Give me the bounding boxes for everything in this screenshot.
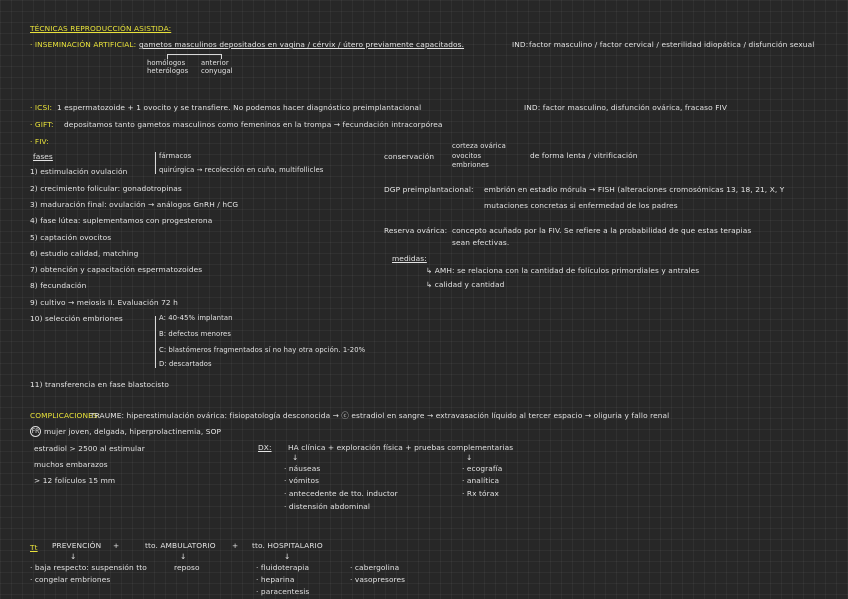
ia-ind-label: IND:: [512, 40, 529, 49]
fr-text: mujer joven, delgada, hiperprolactinemia, SOP: [44, 427, 222, 436]
gift-label: · GIFT:: [30, 120, 54, 129]
hosp-item: · cabergolina: [350, 563, 400, 572]
risk-item: muchos embarazos: [34, 460, 108, 469]
fiv-step: 10) selección embriones: [30, 314, 123, 323]
dx-test: · analítica: [462, 476, 500, 485]
dx-item: · vómitos: [284, 476, 320, 485]
conserv-item: embriones: [452, 161, 489, 169]
arrow-down: ↓: [180, 552, 187, 561]
prev-item: · baja respecto: suspensión tto: [30, 563, 147, 572]
fiv-step: 7) obtención y capacitación espermatozoides: [30, 265, 203, 274]
fiv-step: 8) fecundación: [30, 281, 87, 290]
complic-label: COMPLICACIONES:: [30, 411, 101, 420]
fiv-label: · FIV:: [30, 137, 49, 146]
fr-badge: FR: [31, 428, 40, 435]
arrow-down: ↓: [70, 552, 77, 561]
dx-test: · Rx tórax: [462, 489, 499, 498]
plus-sign: +: [113, 541, 120, 550]
tto-hospital: tto. HOSPITALARIO: [252, 541, 323, 550]
tto-ambulatory: tto. AMBULATORIO: [145, 541, 216, 550]
risk-item: estradiol > 2500 al estimular: [34, 444, 145, 453]
icsi-label: · ICSI:: [30, 103, 53, 112]
medidas-item: ↳ calidad y cantidad: [426, 280, 505, 289]
fiv-step: 5) captación ovocitos: [30, 233, 112, 242]
conserv-item: ovocitos: [452, 152, 482, 160]
grade-c: C: blastómeros fragmentados sí no hay otra opción. 1-20%: [159, 346, 366, 354]
reserva-label: Reserva ovárica:: [384, 226, 448, 235]
brace-line: [155, 152, 156, 174]
ia-label: · INSEMINACIÓN ARTIFICIAL:: [30, 40, 137, 49]
dgp-text2: mutaciones concretas si enfermedad de los padres: [484, 201, 678, 210]
medidas-item: ↳ AMH: se relaciona con la cantidad de folículos primordiales y antrales: [426, 266, 700, 275]
prev-item: · congelar embriones: [30, 575, 111, 584]
dx-test: · ecografía: [462, 464, 503, 473]
plus-sign: +: [232, 541, 239, 550]
ia-ind-text: factor masculino / factor cervical / esterilidad idiopática / disfunción sexual: [529, 40, 815, 49]
hosp-item: · heparina: [256, 575, 295, 584]
grade-a: A: 40-45% implantan: [159, 314, 233, 322]
reserva-text2: sean efectivas.: [452, 238, 510, 247]
branch-line: [167, 54, 222, 55]
fiv-step: 2) crecimiento folicular: gonadotropinas: [30, 184, 182, 193]
dx-item: · náuseas: [284, 464, 321, 473]
ia-branch-left2: heterólogos: [147, 67, 189, 75]
icsi-text: 1 espermatozoide + 1 ovocito y se transfiere. No podemos hacer diagnóstico preimplantacional: [57, 103, 422, 112]
dgp-label: DGP preimplantacional:: [384, 185, 474, 194]
icsi-ind: IND: factor masculino, disfunción ovárica, fracaso FIV: [524, 103, 727, 112]
tto-prevention: PREVENCIÓN: [52, 541, 102, 550]
dx-arrow: ↓: [292, 453, 299, 462]
grade-b: B: defectos menores: [159, 330, 231, 338]
conserv-text: de forma lenta / vitrificación: [530, 151, 638, 160]
page-title: TÉCNICAS REPRODUCCIÓN ASISTIDA:: [30, 24, 172, 33]
fiv-step: 1) estimulación ovulación: [30, 167, 128, 176]
dx-arrow: ↓: [466, 453, 473, 462]
fiv-step: 3) maduración final: ovulación → análogos GnRH / hCG: [30, 200, 239, 209]
ia-branch-right2: conyugal: [201, 67, 233, 75]
conserv-item: corteza ovárica: [452, 142, 506, 150]
dx-item: · antecedente de tto. inductor: [284, 489, 398, 498]
hosp-item: · paracentesis: [256, 587, 310, 596]
reserva-text: concepto acuñado por la FIV. Se refiere a la probabilidad de que estas terapias: [452, 226, 752, 235]
brace-a: fármacos: [159, 152, 192, 160]
amb-item: reposo: [174, 563, 200, 572]
arrow-down: ↓: [284, 552, 291, 561]
hosp-item: · vasopresores: [350, 575, 406, 584]
dx-label: DX:: [258, 443, 272, 452]
medidas-label: medidas:: [392, 254, 427, 263]
grades-brace: [155, 316, 156, 368]
fiv-step: 6) estudio calidad, matching: [30, 249, 139, 258]
dgp-text: embrión en estadio mórula → FISH (alteraciones cromosómicas 13, 18, 21, X, Y: [484, 185, 785, 194]
dx-text: HA clínica + exploración física + pruebas complementarias: [288, 443, 514, 452]
ia-text: gametos masculinos depositados en vagina / cérvix / útero previamente capacitados.: [139, 40, 465, 49]
gift-text: depositamos tanto gametos masculinos como femeninos en la trompa → fecundación intracorpórea: [64, 120, 443, 129]
conserv-label: conservación: [384, 152, 435, 161]
grade-d: D: descartados: [159, 360, 212, 368]
risk-item: > 12 folículos 15 mm: [34, 476, 116, 485]
ia-branch-right: anterior: [201, 59, 229, 67]
tto-label: Tt: [30, 543, 38, 552]
brace-b: quirúrgica → recolección en cuña, multifollicles: [159, 166, 324, 174]
ia-branch-left: homólogos: [147, 59, 186, 67]
fiv-step: 4) fase lútea: suplementamos con progesterona: [30, 216, 213, 225]
fiv-fases: fases: [33, 152, 53, 161]
hosp-item: · fluidoterapia: [256, 563, 310, 572]
complic-text: TRAUME: hiperestimulación ovárica: fisiopatología desconocida → ⓒ estradiol en sangre → extravasación líquido al tercer espacio → oliguria y fallo renal: [90, 411, 670, 420]
fiv-step-11: 11) transferencia en fase blastocisto: [30, 380, 169, 389]
fiv-step: 9) cultivo → meiosis II. Evaluación 72 h: [30, 298, 178, 307]
dx-item: · distensión abdominal: [284, 502, 371, 511]
